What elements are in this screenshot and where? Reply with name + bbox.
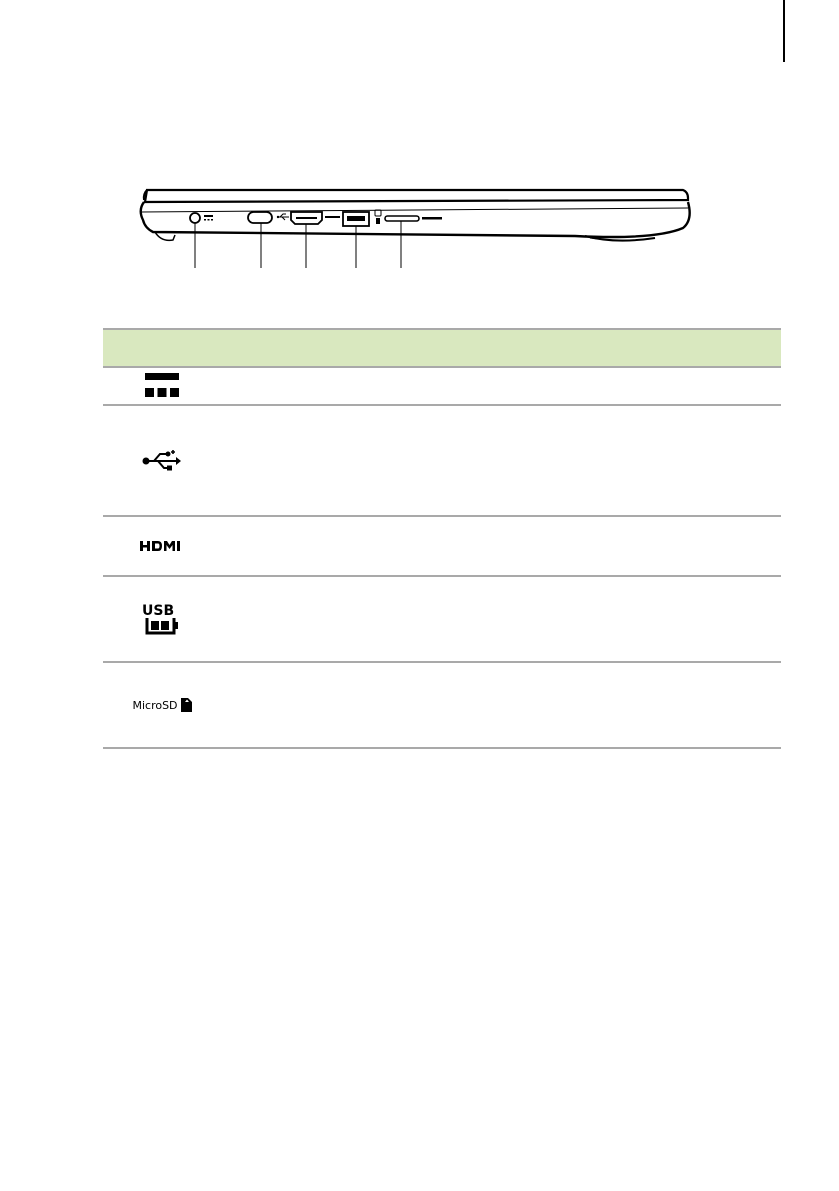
item-cell bbox=[215, 405, 498, 516]
table-header-row bbox=[103, 329, 781, 367]
item-cell bbox=[215, 662, 498, 748]
page-corner-mark bbox=[783, 0, 785, 62]
hdmi-port bbox=[291, 212, 340, 224]
usb-a-port bbox=[343, 210, 381, 226]
microsd-slot bbox=[385, 216, 442, 221]
table-row bbox=[103, 405, 781, 516]
table-row bbox=[103, 576, 781, 662]
laptop-side-illustration bbox=[135, 180, 695, 272]
item-cell bbox=[215, 516, 498, 576]
item-cell bbox=[215, 367, 498, 405]
table-row bbox=[103, 516, 781, 576]
description-cell bbox=[498, 367, 781, 405]
svg-text:USB: USB bbox=[142, 603, 175, 619]
description-cell bbox=[498, 405, 781, 516]
header-icon-column bbox=[103, 329, 215, 367]
usb-charging-icon bbox=[141, 602, 183, 636]
table-row bbox=[103, 662, 781, 748]
microsd-label: MicroSD bbox=[132, 698, 178, 712]
microsd-icon bbox=[103, 698, 215, 712]
item-cell bbox=[215, 576, 498, 662]
dc-in-icon bbox=[144, 373, 180, 399]
laptop-side-view bbox=[135, 180, 695, 272]
usb-type-c-icon bbox=[142, 449, 182, 473]
sd-card-icon bbox=[181, 698, 192, 712]
hdmi-icon bbox=[140, 540, 184, 552]
usb-c-port bbox=[248, 212, 289, 223]
port-spec-table bbox=[103, 328, 781, 749]
description-cell bbox=[498, 516, 781, 576]
dc-in-port bbox=[190, 213, 213, 223]
table-row bbox=[103, 367, 781, 405]
description-cell bbox=[498, 576, 781, 662]
header-description-column bbox=[498, 329, 781, 367]
header-item-column bbox=[215, 329, 498, 367]
description-cell bbox=[498, 662, 781, 748]
